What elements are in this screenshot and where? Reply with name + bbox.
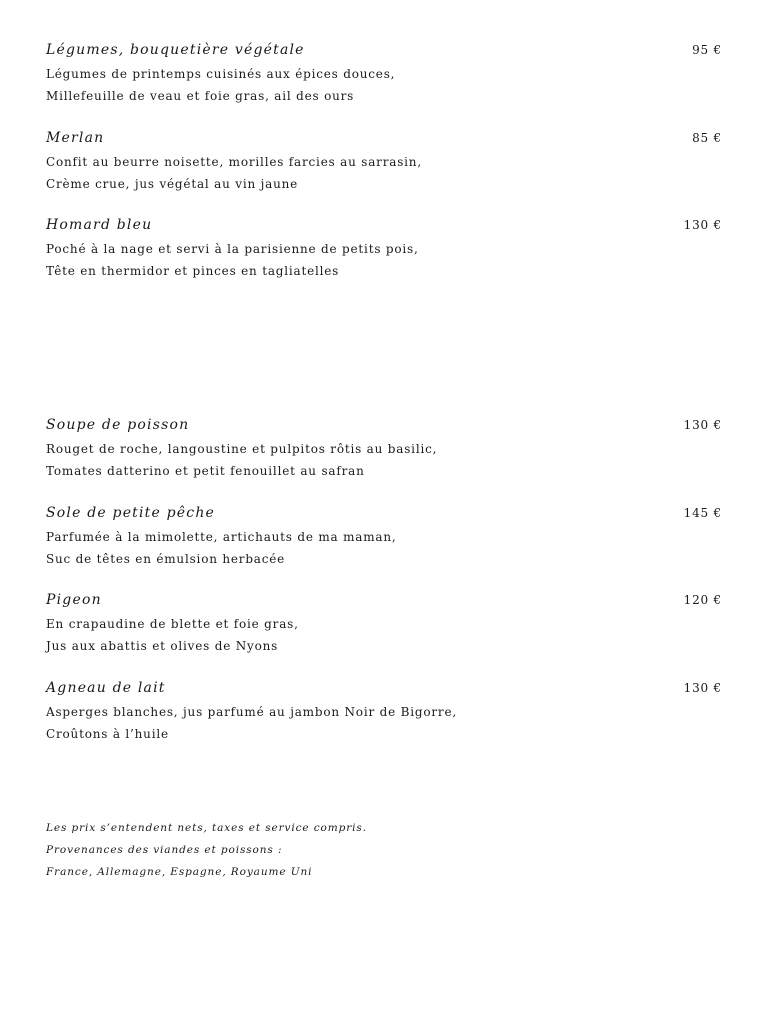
dish-price: 130 € bbox=[683, 418, 722, 432]
dish-name: Merlan bbox=[46, 130, 105, 146]
dish-description-line: Crème crue, jus végétal au vin jaune bbox=[46, 177, 299, 191]
dish-description-line: Légumes de printemps cuisinés aux épices douces, bbox=[46, 67, 396, 81]
menu-footer bbox=[46, 821, 367, 887]
dish-description-line: Confit au beurre noisette, morilles farcies au sarrasin, bbox=[46, 155, 422, 169]
dish-price: 130 € bbox=[683, 681, 722, 695]
origin-label: Provenances des viandes et poissons : bbox=[46, 844, 283, 856]
dish-description-line: Tête en thermidor et pinces en tagliatelles bbox=[46, 264, 340, 278]
dish-name: Soupe de poisson bbox=[46, 417, 190, 433]
price-note: Les prix s’entendent nets, taxes et service compris. bbox=[46, 822, 367, 834]
dish-name: Homard bleu bbox=[46, 217, 153, 233]
dish-description-line: Parfumée à la mimolette, artichauts de ma maman, bbox=[46, 530, 397, 544]
origin-countries: France, Allemagne, Espagne, Royaume Uni bbox=[46, 866, 313, 878]
dish-description-line: Millefeuille de veau et foie gras, ail des ours bbox=[46, 89, 355, 103]
dish-description-line: Jus aux abattis et olives de Nyons bbox=[46, 639, 279, 653]
dish-description-line: Rouget de roche, langoustine et pulpitos rôtis au basilic, bbox=[46, 442, 438, 456]
dish-description-line: Poché à la nage et servi à la parisienne de petits pois, bbox=[46, 242, 419, 256]
dish-name: Sole de petite pêche bbox=[46, 505, 216, 521]
dish-description-line: Tomates datterino et petit fenouillet au safran bbox=[46, 464, 365, 478]
dish-name: Pigeon bbox=[46, 592, 102, 608]
dish-description-line: En crapaudine de blette et foie gras, bbox=[46, 617, 299, 631]
dish-description-line: Suc de têtes en émulsion herbacée bbox=[46, 552, 286, 566]
dish-price: 95 € bbox=[692, 43, 722, 57]
dish-name: Légumes, bouquetière végétale bbox=[46, 42, 305, 58]
dish-price: 130 € bbox=[683, 218, 722, 232]
dish-description-line: Asperges blanches, jus parfumé au jambon Noir de Bigorre, bbox=[46, 705, 457, 719]
dish-name: Agneau de lait bbox=[46, 680, 166, 696]
dish-price: 120 € bbox=[683, 593, 722, 607]
dish-price: 145 € bbox=[683, 506, 722, 520]
dish-price: 85 € bbox=[692, 131, 722, 145]
dish-description-line: Croûtons à l’huile bbox=[46, 727, 169, 741]
